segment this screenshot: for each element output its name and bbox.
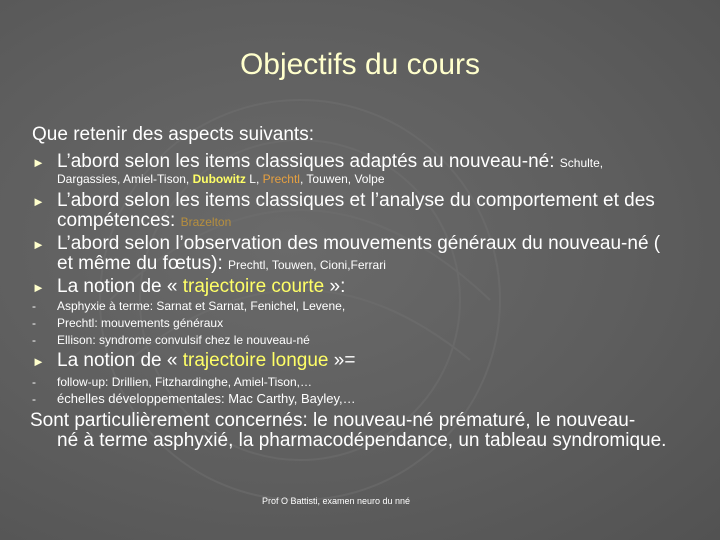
item-1-authors-e: , Touwen, Volpe [299,172,385,186]
dash-marker: - [32,299,36,313]
item-1-authors-c: L, [245,172,263,186]
item-4-trajectoire-courte: trajectoire courte [182,276,325,297]
item-3-line2 [57,253,386,275]
short-subitem: Prechtl: mouvements généraux [57,316,224,330]
long-subitem: échelles développementales: Mac Carthy, Bayley,… [57,391,356,406]
bullet-arrow-icon: ► [32,155,45,170]
item-1-authors [57,172,385,186]
bullet-arrow-icon: ► [32,280,45,295]
item-3-line1: L’abord selon l’observation des mouvements généraux du nouveau-né ( [57,233,661,254]
item-3-authors: Prechtl, Touwen, Cioni,Ferrari [228,258,386,272]
intro-text: Que retenir des aspects suivants: [32,124,314,145]
short-subitem: Ellison: syndrome convulsif chez le nouveau-né [57,333,310,347]
footer-credit: Prof O Battisti, examen neuro du nné [261,496,411,506]
bullet-arrow-icon: ► [32,194,45,209]
item-4-text [57,276,345,298]
long-subitem: follow-up: Drillien, Fitzhardinghe, Amiel-Tison,… [57,375,312,389]
item-4-c: »: [324,276,346,297]
dash-marker: - [32,316,36,330]
long-item-text [57,350,355,372]
item-1-small: Schulte, [559,156,604,170]
long-item-trajectoire-longue: trajectoire longue [182,350,329,371]
item-3-foetus: et même du fœtus): [57,253,229,274]
item-1-text [57,151,603,173]
conclusion-line1: Sont particulièrement concernés: le nouveau-né prématuré, le nouveau- [30,410,636,431]
item-1-dubowitz: Dubowitz [192,172,246,186]
dash-marker: - [32,392,36,406]
dash-marker: - [32,375,36,389]
item-2-line1: L’abord selon les items classiques et l’analyse du comportement et des [57,190,655,211]
item-1-authors-a: Dargassies, Amiel-Tison, [57,172,193,186]
item-2-competences: compétences: [57,210,181,231]
long-item-c: »= [328,350,356,371]
item-2-line2 [57,210,231,232]
bullet-arrow-icon: ► [32,354,45,369]
conclusion-line2: né à terme asphyxié, la pharmacodépendance, un tableau syndromique. [57,430,667,451]
item-1-prechtl: Prechtl [262,172,300,186]
item-4-a: La notion de « [57,276,183,297]
slide-title: Objectifs du cours [239,48,481,81]
long-item-a: La notion de « [57,350,183,371]
bullet-arrow-icon: ► [32,237,45,252]
dash-marker: - [32,333,36,347]
item-1-main: L’abord selon les items classiques adaptés au nouveau-né: [57,151,560,172]
item-2-brazelton: Brazelton [180,215,232,229]
short-subitem: Asphyxie à terme: Sarnat et Sarnat, Fenichel, Levene, [57,299,346,313]
